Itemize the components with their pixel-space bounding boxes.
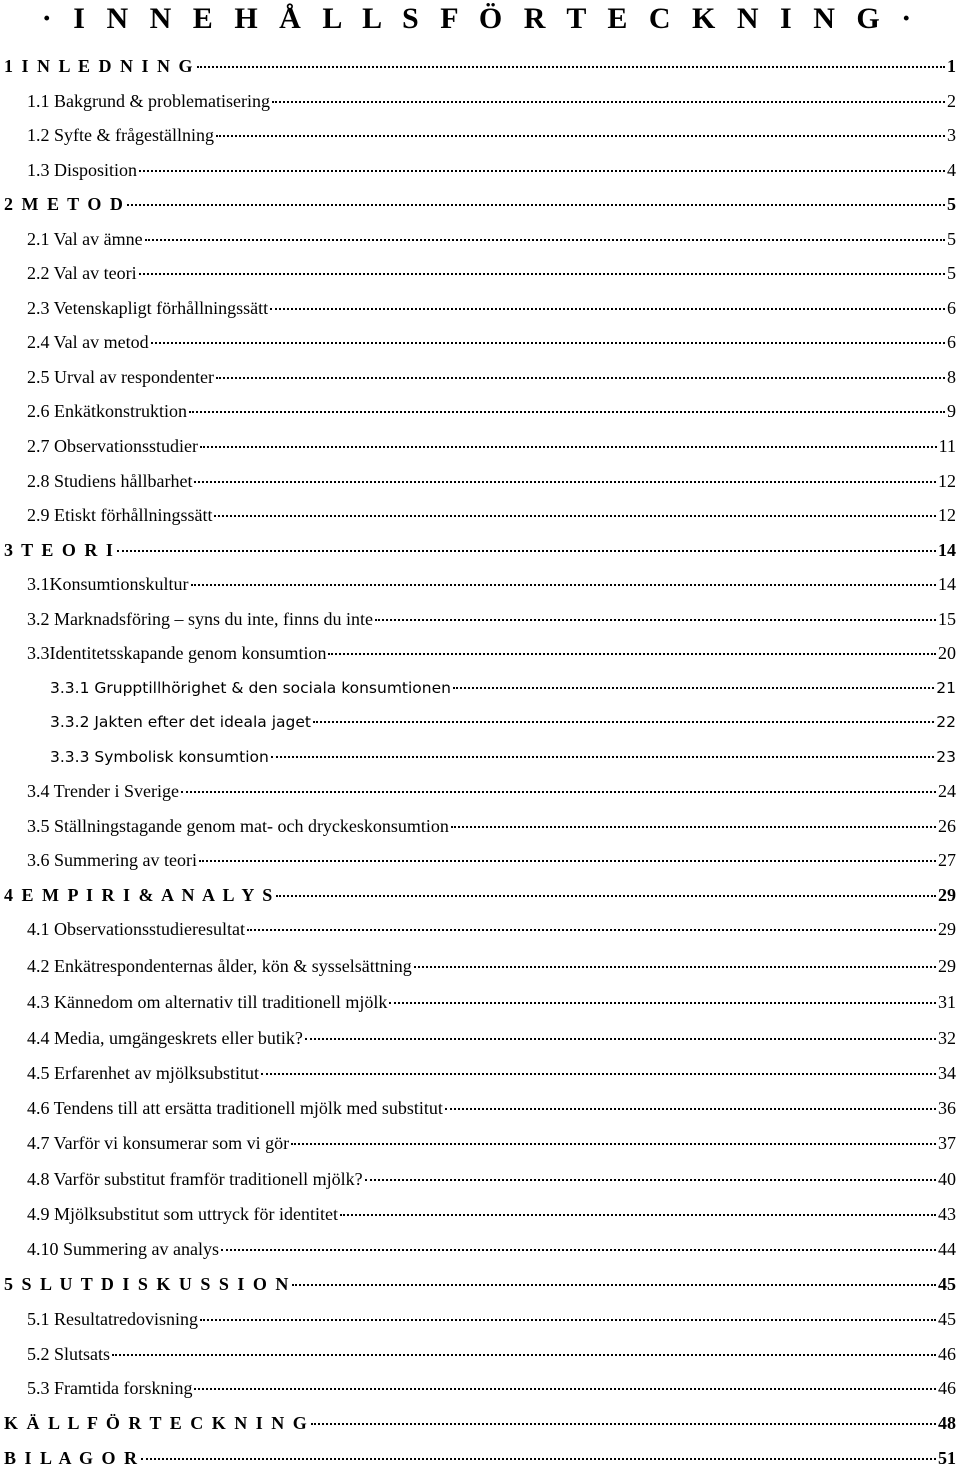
dot-leader	[139, 273, 945, 275]
dot-leader	[389, 1002, 936, 1004]
dot-leader	[451, 826, 936, 828]
dot-leader	[340, 1214, 936, 1216]
toc-entry[interactable]	[4, 1412, 956, 1434]
dot-leader	[117, 550, 936, 552]
toc-entry[interactable]	[27, 1343, 956, 1365]
dot-leader	[414, 966, 936, 968]
toc-entry-label: 3.4 Trender i Sverige	[27, 781, 179, 801]
dot-leader	[151, 342, 945, 344]
toc-entry[interactable]	[27, 228, 956, 250]
toc-entry-page-number: 48	[938, 1413, 956, 1433]
toc-entry[interactable]	[27, 1027, 956, 1049]
toc-entry-page-number: 27	[938, 850, 956, 870]
toc-entry-page-number: 23	[936, 748, 956, 766]
toc-entry-page-number: 43	[938, 1204, 956, 1224]
toc-entry-page-number: 45	[938, 1274, 956, 1294]
dot-leader	[270, 308, 945, 310]
toc-entry[interactable]	[27, 159, 956, 181]
toc-entry-page-number: 14	[938, 574, 956, 594]
toc-entry[interactable]	[27, 849, 956, 871]
dot-leader	[189, 411, 945, 413]
toc-entry[interactable]	[4, 55, 956, 77]
page-title: · I N N E H Å L L S F Ö R T E C K N I N G ·	[41, 2, 919, 35]
dot-leader	[313, 721, 934, 723]
toc-entry-page-number: 24	[938, 781, 956, 801]
dot-leader	[271, 756, 934, 758]
dot-leader	[276, 895, 936, 897]
toc-entry-label: 4.7 Varför vi konsumerar som vi gör	[27, 1133, 290, 1153]
toc-entry[interactable]	[27, 331, 956, 353]
toc-entry-label: 2.2 Val av teori	[27, 263, 137, 283]
toc-entry-page-number: 5	[947, 263, 956, 283]
toc-entry-label: K Ä L L F Ö R T E C K N I N G	[4, 1413, 309, 1433]
toc-entry-label: 2.4 Val av metod	[27, 332, 149, 352]
toc-entry-page-number: 6	[947, 298, 956, 318]
toc-entry-label: 4.3 Kännedom om alternativ till traditionell mjölk	[27, 992, 388, 1012]
dot-leader	[127, 204, 945, 206]
toc-entry-page-number: 3	[947, 125, 956, 145]
toc-entry-label: 2.5 Urval av respondenter	[27, 367, 214, 387]
toc-entry[interactable]	[50, 746, 956, 768]
dot-leader	[247, 929, 936, 931]
toc-entry[interactable]	[27, 815, 956, 837]
dot-leader	[328, 653, 936, 655]
dot-leader	[216, 377, 945, 379]
toc-entry-page-number: 29	[938, 956, 956, 976]
toc-entry-label: 3 T E O R I	[4, 540, 115, 560]
toc-entry-label: 3.1Konsumtionskultur	[27, 574, 189, 594]
toc-entry[interactable]	[4, 1447, 956, 1469]
toc-entry-page-number: 31	[938, 992, 956, 1012]
toc-entry[interactable]	[27, 470, 956, 492]
toc-entry-page-number: 20	[938, 643, 956, 663]
dot-leader	[453, 687, 934, 689]
toc-entry[interactable]	[27, 1132, 956, 1154]
dot-leader	[194, 481, 936, 483]
toc-entry-page-number: 11	[938, 436, 956, 456]
toc-entry-label: 1.1 Bakgrund & problematisering	[27, 91, 270, 111]
toc-entry-page-number: 4	[947, 160, 956, 180]
toc-entry-page-number: 2	[947, 91, 956, 111]
toc-entry-label: 4.4 Media, umgängeskrets eller butik?	[27, 1028, 303, 1048]
toc-entry[interactable]	[27, 124, 956, 146]
toc-entry[interactable]	[27, 297, 956, 319]
toc-entry-label: 5.2 Slutsats	[27, 1344, 111, 1364]
dot-leader	[199, 860, 936, 862]
toc-entry[interactable]	[4, 1273, 956, 1295]
dot-leader	[311, 1423, 936, 1425]
toc-entry[interactable]	[27, 780, 956, 802]
toc-entry-label: 1.3 Disposition	[27, 160, 138, 180]
toc-entry-label: 2.1 Val av ämne	[27, 229, 143, 249]
dot-leader	[365, 1179, 936, 1181]
toc-entry[interactable]	[50, 711, 956, 733]
toc-entry[interactable]	[4, 539, 956, 561]
toc-entry-label: 4.5 Erfarenhet av mjölksubstitut	[27, 1063, 259, 1083]
toc-entry[interactable]	[27, 642, 956, 664]
toc-entry-label: 5 S L U T D I S K U S S I O N	[4, 1274, 291, 1294]
dot-leader	[112, 1354, 936, 1356]
dot-leader	[305, 1038, 936, 1040]
toc-entry-label: 4.9 Mjölksubstitut som uttryck för identitet	[27, 1204, 338, 1224]
toc-entry[interactable]	[27, 262, 956, 284]
dot-leader	[139, 170, 945, 172]
toc-entry-label: 4.1 Observationsstudieresultat	[27, 919, 245, 939]
toc-entry-page-number: 32	[938, 1028, 956, 1048]
dot-leader	[200, 1319, 936, 1321]
dot-leader	[191, 584, 936, 586]
dot-leader	[272, 101, 945, 103]
toc-entry-label: 3.3.2 Jakten efter det ideala jaget	[50, 713, 311, 731]
toc-entry-page-number: 12	[938, 471, 956, 491]
toc-entry-page-number: 22	[936, 713, 956, 731]
toc-entry-label: 2.8 Studiens hållbarhet	[27, 471, 193, 491]
toc-entry-page-number: 29	[938, 919, 956, 939]
toc-entry-label: 1.2 Syfte & frågeställning	[27, 125, 214, 145]
toc-entry-label: 5.1 Resultatredovisning	[27, 1309, 198, 1329]
toc-entry-page-number: 15	[938, 609, 956, 629]
dot-leader	[221, 1249, 936, 1251]
dot-leader	[445, 1108, 936, 1110]
toc-entry-label: 4.6 Tendens till att ersätta traditionell mjölk med substitut	[27, 1098, 443, 1118]
toc-entry-page-number: 29	[938, 885, 956, 905]
toc-entry[interactable]	[27, 918, 956, 940]
toc-entry-label: 4 E M P I R I & A N A L Y S	[4, 885, 275, 905]
toc-entry[interactable]	[27, 1062, 956, 1084]
toc-entry-label: 2.7 Observationsstudier	[27, 436, 198, 456]
toc-entry-label: B I L A G O R	[4, 1448, 140, 1468]
toc-entry-page-number: 45	[938, 1309, 956, 1329]
toc-entry-label: 4.2 Enkätrespondenternas ålder, kön & sysselsättning	[27, 956, 412, 976]
toc-entry-label: 4.8 Varför substitut framför traditionell mjölk?	[27, 1169, 363, 1189]
dot-leader	[214, 515, 936, 517]
toc-entry-page-number: 1	[947, 56, 956, 76]
toc-entry-page-number: 37	[938, 1133, 956, 1153]
toc-entry-label: 4.10 Summering av analys	[27, 1239, 219, 1259]
toc-entry-page-number: 40	[938, 1169, 956, 1189]
toc-entry[interactable]	[27, 90, 956, 112]
toc-entry-label: 2.3 Vetenskapligt förhållningssätt	[27, 298, 269, 318]
toc-entry[interactable]	[27, 1377, 956, 1399]
dot-leader	[261, 1073, 936, 1075]
dot-leader	[375, 619, 936, 621]
toc-entry[interactable]	[27, 573, 956, 595]
toc-entry-page-number: 9	[947, 401, 956, 421]
toc-entry-page-number: 6	[947, 332, 956, 352]
toc-entry[interactable]	[4, 193, 956, 215]
toc-entry-page-number: 12	[938, 505, 956, 525]
toc-entry-label: 3.5 Ställningstagande genom mat- och dryckeskonsumtion	[27, 816, 449, 836]
toc-entry-page-number: 21	[936, 679, 956, 697]
toc-entry[interactable]	[27, 1203, 956, 1225]
toc-entry-page-number: 5	[947, 194, 956, 214]
dot-leader	[141, 1458, 936, 1460]
toc-entry-page-number: 51	[938, 1448, 956, 1468]
toc-entry[interactable]	[27, 608, 956, 630]
dot-leader	[194, 1388, 936, 1390]
toc-entry-page-number: 44	[938, 1239, 956, 1259]
toc-entry[interactable]	[27, 1097, 956, 1119]
toc-entry[interactable]	[27, 991, 956, 1013]
dot-leader	[197, 66, 945, 68]
toc-entry-label: 2.6 Enkätkonstruktion	[27, 401, 187, 421]
dot-leader	[292, 1284, 936, 1286]
toc-entry-page-number: 46	[938, 1344, 956, 1364]
toc-entry-label: 2 M E T O D	[4, 194, 125, 214]
toc-entry-page-number: 26	[938, 816, 956, 836]
toc-entry-page-number: 34	[938, 1063, 956, 1083]
dot-leader	[200, 446, 937, 448]
toc-entry[interactable]	[27, 504, 956, 526]
toc-entry-label: 3.6 Summering av teori	[27, 850, 197, 870]
dot-leader	[216, 135, 945, 137]
toc-entry-label: 3.3.1 Grupptillhörighet & den sociala konsumtionen	[50, 679, 451, 697]
toc-entry-label: 1 I N L E D N I N G	[4, 56, 195, 76]
toc-entry-label: 3.3Identitetsskapande genom konsumtion	[27, 643, 327, 663]
toc-entry[interactable]	[27, 955, 956, 977]
toc-entry[interactable]	[27, 1308, 956, 1330]
toc-entry-page-number: 8	[947, 367, 956, 387]
toc-entry-page-number: 14	[938, 540, 956, 560]
toc-entry-label: 2.9 Etiskt förhållningssätt	[27, 505, 213, 525]
toc-entry-label: 5.3 Framtida forskning	[27, 1378, 193, 1398]
toc-entry[interactable]	[27, 435, 956, 457]
toc-entry-label: 3.2 Marknadsföring – syns du inte, finns du inte	[27, 609, 373, 629]
toc-entry-page-number: 5	[947, 229, 956, 249]
toc-entry-label: 3.3.3 Symbolisk konsumtion	[50, 748, 269, 766]
toc-entry[interactable]	[27, 1168, 956, 1190]
dot-leader	[291, 1143, 936, 1145]
toc-entry[interactable]	[4, 884, 956, 906]
toc-entry-page-number: 36	[938, 1098, 956, 1118]
toc-entry-page-number: 46	[938, 1378, 956, 1398]
dot-leader	[181, 791, 936, 793]
toc-entry[interactable]	[27, 1238, 956, 1260]
dot-leader	[145, 239, 945, 241]
toc-entry[interactable]	[27, 400, 956, 422]
toc-entry[interactable]	[50, 677, 956, 699]
toc-entry[interactable]	[27, 366, 956, 388]
